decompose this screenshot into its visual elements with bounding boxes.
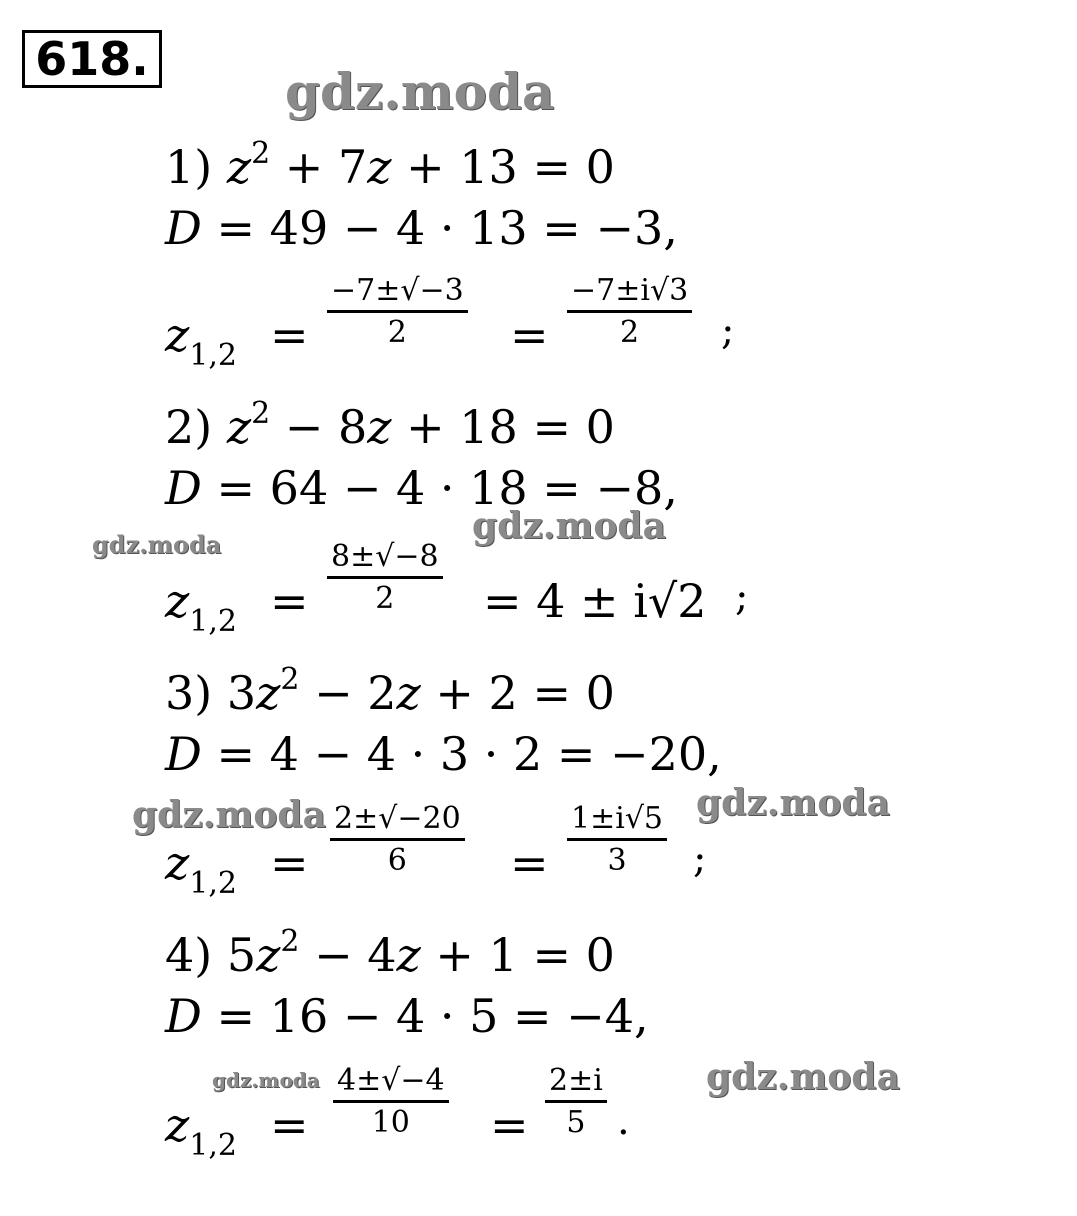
equation-3: 3) $3z^2 - 2z + 2 = 0$ [165, 662, 615, 720]
discriminant-4: D = 16 − 4 · 5 = −4, [165, 989, 649, 1043]
watermark: gdz.moda [132, 794, 326, 836]
watermark: gdz.moda [706, 1056, 900, 1098]
watermark: gdz.moda [285, 62, 555, 121]
watermark: gdz.moda [212, 1068, 320, 1092]
problem-number: 618. [22, 30, 162, 88]
equation-1: 1) $z^2 + 7z + 13 = 0$ [165, 136, 615, 194]
watermark: gdz.moda [696, 782, 890, 824]
discriminant-3: D = 4 − 4 · 3 · 2 = −20, [165, 727, 722, 781]
equation-4: 4) $5z^2 - 4z + 1 = 0$ [165, 924, 615, 982]
equation-2: 2) $z^2 - 8z + 18 = 0$ [165, 396, 615, 454]
watermark: gdz.moda [472, 505, 666, 547]
discriminant-1: D = 49 − 4 · 13 = −3, [165, 201, 678, 255]
watermark: gdz.moda [92, 530, 222, 559]
discriminant-2: D = 64 − 4 · 18 = −8, [165, 461, 678, 515]
